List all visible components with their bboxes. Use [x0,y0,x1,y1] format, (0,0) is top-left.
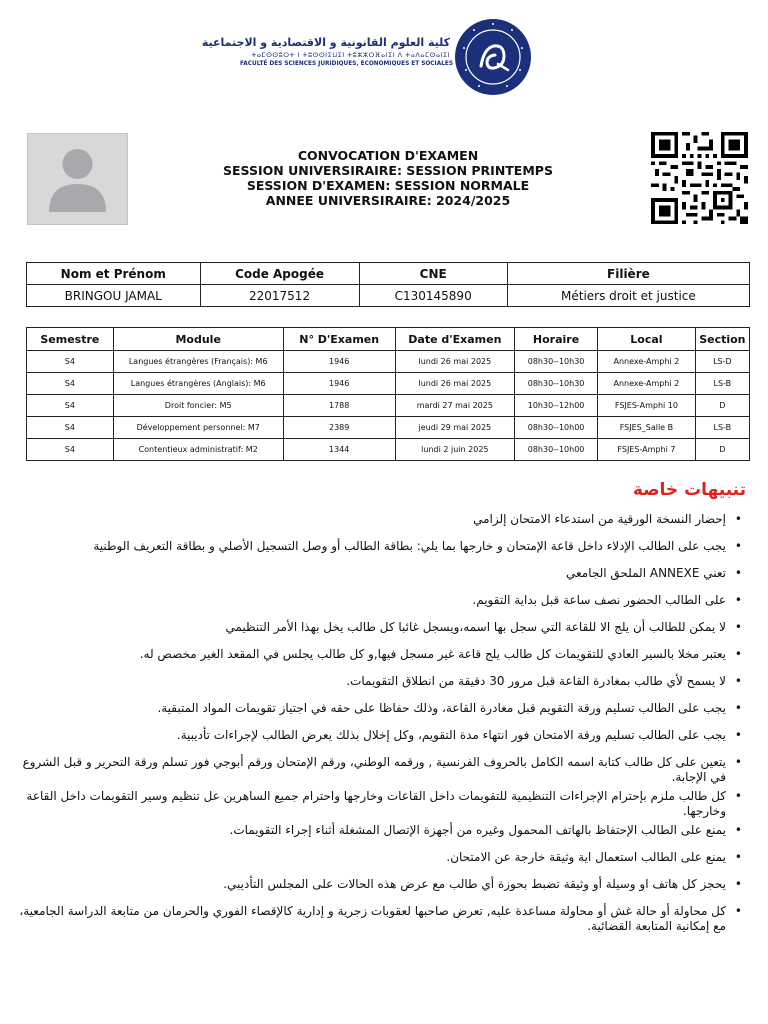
student-photo-placeholder [27,133,128,225]
exam-local: FSJES-Amphi 7 [598,439,696,461]
header-section: Section [695,328,749,351]
exam-horaire: 08h30--10h30 [514,351,597,373]
exam-semestre: S4 [27,395,114,417]
exam-section: LS-B [695,417,749,439]
exam-numero: 2389 [283,417,395,439]
exam-date: mardi 27 mai 2025 [395,395,514,417]
header-local: Local [598,328,696,351]
student-cne: C130145890 [359,285,507,307]
note-item: • يعتبر مخلا بالسير العادي للتقويمات كل طالب يلج قاعة غير مسجل فيها,و كل طالب يجلس في المقعد الغير مخصص له. [10,647,726,662]
title-line-3: SESSION D'EXAMEN: SESSION NORMALE [246,178,530,193]
exam-horaire: 08h30--10h00 [514,417,597,439]
note-item: • يمنع على الطالب استعمال اية وثيقة خارجة عن الامتحان. [10,850,726,865]
exam-semestre: S4 [27,373,114,395]
exam-row [27,417,750,439]
student-info-table [26,262,750,307]
exam-local: FSJES-Amphi 10 [598,395,696,417]
note-item: • يمنع على الطالب الإحتفاظ بالهاتف المحمول وغيره من أجهزة الإتصال المشغلة أثناء إجراء التقويمات. [10,823,726,838]
user-silhouette-icon [28,134,127,224]
logo-texts [201,36,454,67]
exam-semestre: S4 [27,417,114,439]
exam-semestre: S4 [27,439,114,461]
header-filiere: Filière [507,263,749,285]
exam-numero: 1946 [283,373,395,395]
exam-local: Annexe-Amphi 2 [598,351,696,373]
exam-row [27,351,750,373]
header-nom-prenom: Nom et Prénom [27,263,201,285]
title-line-2: SESSION UNIVERSIRAIRE: SESSION PRINTEMPS [223,163,553,178]
logo-french-text: FACULTÉ DES SCIENCES JURIDIQUES, ECONOMIQUES ET SOCIALES [240,61,454,67]
student-code-apogee: 22017512 [200,285,359,307]
exam-horaire: 08h30--10h00 [514,439,597,461]
student-name: BRINGOU JAMAL [27,285,201,307]
exam-horaire: 08h30--10h30 [514,373,597,395]
header-module: Module [113,328,283,351]
exam-row [27,373,750,395]
exam-module: Langues étrangères (Anglais): M6 [113,373,283,395]
note-item: • كل طالب ملزم بإحترام الإجراءات التنظيمية للتقويمات داخل القاعات وخارجها واحترام جميع الساهرين عل تنظيم وسير التقويمات داخل القاعة وخارجها. [10,789,726,819]
note-item: • كل محاولة أو حالة غش أو محاولة مساعدة عليه, تعرض صاحبها لعقوبات زجرية و إدارية كالإقصاء الفوري والحرمان من متابعة الدراسة الجامعية، مع إمكانية المتابعة القضائية. [10,904,726,934]
student-info-header-row [27,263,750,285]
exam-numero: 1946 [283,351,395,373]
exam-date: lundi 26 mai 2025 [395,373,514,395]
exam-horaire: 10h30--12h00 [514,395,597,417]
header-numero-examen: N° D'Examen [283,328,395,351]
student-filiere: Métiers droit et justice [507,285,749,307]
note-item: • لا يمكن للطالب أن يلج الا للقاعة التي سجل بها اسمه،ويسجل غائبا كل طالب يخل بهذا الأمر التنظيمي [10,620,726,635]
exam-date: lundi 2 juin 2025 [395,439,514,461]
note-item: • لا يسمح لأي طالب بمغادرة القاعة قبل مرور 30 دقيقة من انطلاق التقويمات. [10,674,726,689]
exams-header-row [27,328,750,351]
qr-code-icon [651,132,748,224]
exam-local: FSJES_Salle B [598,417,696,439]
exam-row [27,395,750,417]
note-item: • يحجز كل هاتف او وسيلة أو وثيقة تضبط بحوزة أي طالب مع عرض هذه الحالات على المجلس التأديبي. [10,877,726,892]
exam-semestre: S4 [27,351,114,373]
exam-row [27,439,750,461]
exam-section: LS-B [695,373,749,395]
university-seal-icon [454,18,532,96]
header-horaire: Horaire [514,328,597,351]
note-item: • يجب على الطالب الإدلاء داخل قاعة الإمتحان و خارجها بما يلي: بطاقة الطالب أو وصل التسجيل الأصلي و بطاقة التعريف الوطنية [10,539,726,554]
header-date-examen: Date d'Examen [395,328,514,351]
exam-numero: 1788 [283,395,395,417]
exam-date: lundi 26 mai 2025 [395,351,514,373]
exam-module: Contentieux administratif: M2 [113,439,283,461]
header-code-apogee: Code Apogée [200,263,359,285]
exam-module: Droit foncier: M5 [113,395,283,417]
note-item: • يجب على الطالب تسليم ورقة التقويم قبل مغادرة القاعة، وذلك حفاظا على حقه في اجتياز تقويمات المواد المتبقية. [10,701,726,716]
exam-local: Annexe-Amphi 2 [598,373,696,395]
notes-title: تنبيهات خاصة [632,480,746,500]
exam-section: LS-D [695,351,749,373]
faculty-logo [201,18,530,98]
exam-numero: 1344 [283,439,395,461]
exam-section: D [695,395,749,417]
note-item: • على الطالب الحضور نصف ساعة قبل بداية التقويم. [10,593,726,608]
title-line-1: CONVOCATION D'EXAMEN [297,148,479,163]
logo-arabic-text: كلية العلوم القانونية و الاقتصادية و الاجتماعية [201,36,450,49]
note-item: • يتعين على كل طالب كتابة اسمه الكامل بالحروف الفرنسية , ورقمه الوطني، ورقم الإمتحان ورقم أبوجي فور تسلم ورقة التحرير و قبل الشروع في الإجابة. [10,755,726,785]
notes-list [10,512,744,934]
exam-section: D [695,439,749,461]
note-item: • تعني ANNEXE الملحق الجامعي [10,566,726,581]
header-cne: CNE [359,263,507,285]
logo-tifinagh-text: ⵜⴰⵎⵙⵙⵓⵔⵜ ⵏ ⵜⵓⵙⵙⵏⵉⵡⵉⵏ ⵜⵓⵣⵣⵔⴼⴰⵏⵉⵏ ⴷ ⵜⴰⴷⴰⵎⵙⴰⵏⵉⵏ [251,51,450,59]
title-line-4: ANNEE UNIVERSIRAIRE: 2024/2025 [265,193,511,208]
convocation-title [180,148,596,208]
header-semestre: Semestre [27,328,114,351]
student-info-row [27,285,750,307]
exams-table [26,327,750,461]
exam-module: Langues étrangères (Français): M6 [113,351,283,373]
note-item: • يجب على الطالب تسليم ورقة الامتحان فور انتهاء مدة التقويم، وكل إخلال بذلك يعرض الطالب لإجراءات تأديبية. [10,728,726,743]
note-item: • إحضار النسخة الورقية من استدعاء الامتحان إلزامي [10,512,726,527]
exam-module: Développement personnel: M7 [113,417,283,439]
exam-date: jeudi 29 mai 2025 [395,417,514,439]
